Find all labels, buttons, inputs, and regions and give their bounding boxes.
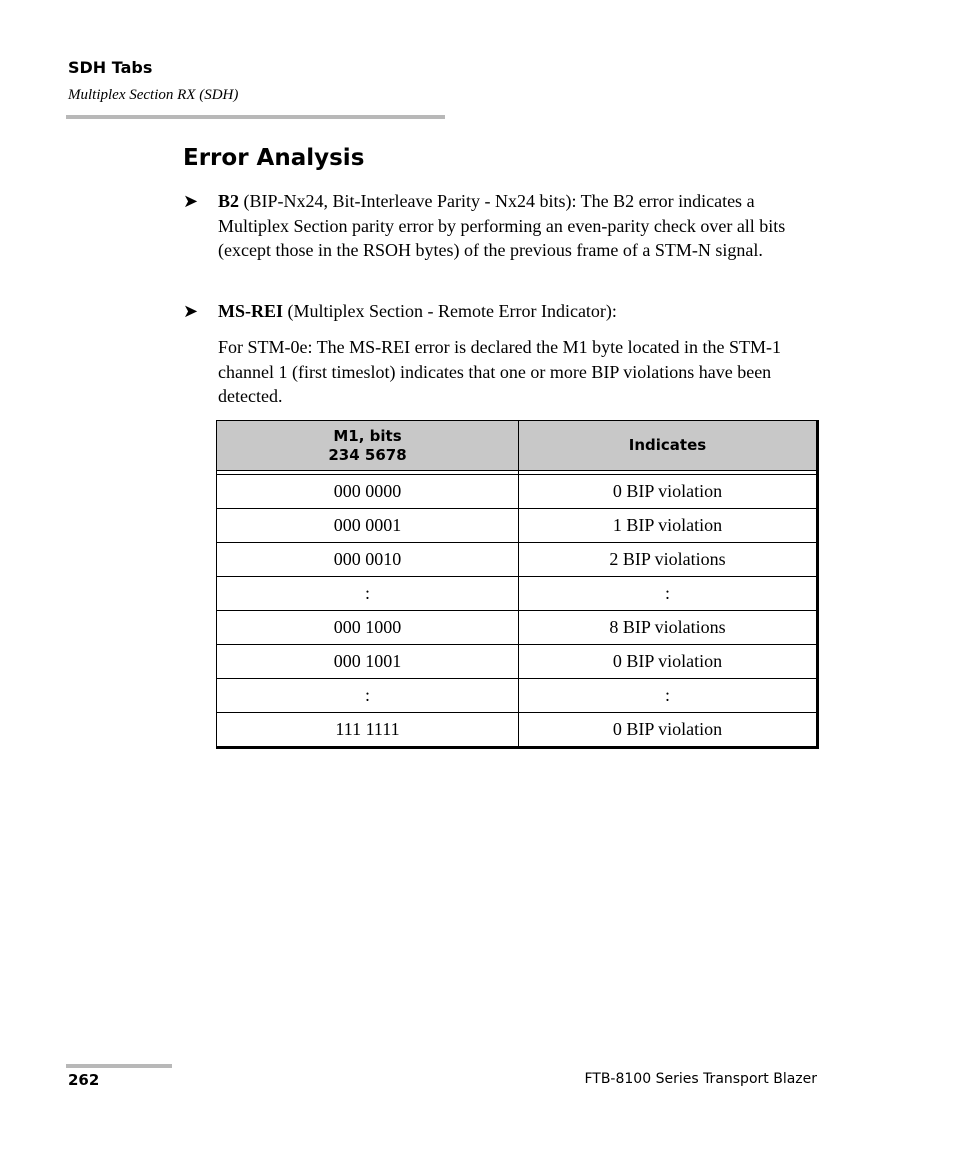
cell-indicates: 8 BIP violations (519, 611, 818, 645)
table-row (217, 679, 818, 713)
body-paragraph: For STM-0e: The MS-REI error is declared the M1 byte located in the STM-1 channel 1 (first timeslot) indicates that one or more BIP violations have been detected. (218, 337, 782, 406)
cell-m1-bits: 111 1111 (217, 713, 519, 748)
cell-m1-bits: 000 1001 (217, 645, 519, 679)
table-body (217, 471, 818, 748)
arrow-bullet-icon: ➤ (183, 191, 199, 211)
cell-indicates: 0 BIP violation (519, 645, 818, 679)
footer-title: FTB-8100 Series Transport Blazer (584, 1071, 817, 1087)
cell-m1-bits: 000 0010 (217, 543, 519, 577)
m1-bits-table (216, 420, 819, 749)
table-row (217, 645, 818, 679)
header-m1-bits (217, 421, 519, 471)
table-row (217, 509, 818, 543)
header-divider (66, 115, 445, 119)
bullet-text (218, 189, 823, 263)
section-title: SDH Tabs (68, 58, 153, 77)
cell-indicates: 1 BIP violation (519, 509, 818, 543)
subsection-title: Multiplex Section RX (SDH) (68, 87, 239, 103)
table-row (217, 475, 818, 509)
bullet-body: (BIP-Nx24, Bit-Interleave Parity - Nx24 bits): The B2 error indicates a Multiplex Section parity error by performing an even-parity check over all bits (except those in the RSOH bytes) of the previous frame of a STM-N signal. (218, 191, 786, 260)
header-m1-line2: 234 5678 (328, 445, 407, 464)
cell-m1-bits: : (217, 577, 519, 611)
header-indicates: Indicates (519, 421, 818, 471)
footer-divider (66, 1064, 172, 1068)
cell-m1-bits: 000 0000 (217, 475, 519, 509)
cell-m1-bits: : (217, 679, 519, 713)
cell-m1-bits: 000 1000 (217, 611, 519, 645)
bullet-term: MS-REI (218, 301, 284, 321)
cell-indicates: 0 BIP violation (519, 713, 818, 748)
table-row (217, 611, 818, 645)
cell-indicates: 0 BIP violation (519, 475, 818, 509)
table-row (217, 543, 818, 577)
bullet-term: B2 (218, 191, 240, 211)
bullet-b2 (183, 189, 823, 263)
bullet-body: (Multiplex Section - Remote Error Indicator): (283, 301, 617, 321)
table-row (217, 577, 818, 611)
table-row (217, 713, 818, 748)
bullet-ms-rei (183, 299, 823, 324)
header-m1-line1: M1, bits (333, 426, 402, 445)
page-number: 262 (68, 1071, 100, 1089)
cell-indicates: : (519, 577, 818, 611)
page-heading: Error Analysis (183, 145, 365, 171)
cell-m1-bits: 000 0001 (217, 509, 519, 543)
arrow-bullet-icon: ➤ (183, 301, 199, 321)
bullet-text (218, 299, 823, 324)
table-header-row (217, 421, 818, 471)
cell-indicates: 2 BIP violations (519, 543, 818, 577)
cell-indicates: : (519, 679, 818, 713)
